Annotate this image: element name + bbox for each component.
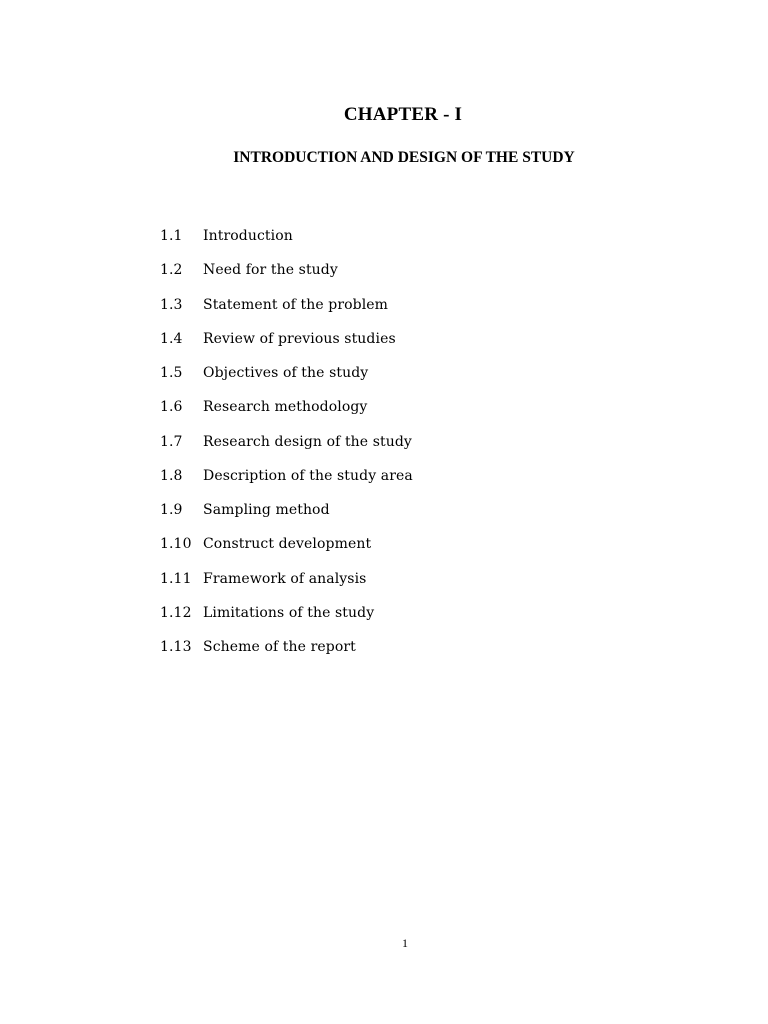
toc-item-1-1 (160, 226, 413, 260)
toc-item-1-9 (160, 500, 413, 534)
toc-number: 1.1 (160, 228, 183, 244)
chapter-title: CHAPTER - I (343, 104, 463, 125)
toc-title: Research design of the study (203, 433, 412, 450)
page-number: 1 (402, 936, 408, 950)
toc-number: 1.13 (160, 639, 192, 655)
toc-item-1-6 (160, 397, 413, 431)
toc-number: 1.11 (160, 570, 192, 587)
toc-title: Scheme of the report (203, 639, 356, 655)
toc-number: 1.9 (160, 502, 183, 518)
toc-number: 1.8 (160, 467, 183, 484)
toc-item-1-5 (160, 363, 413, 397)
toc-title: Need for the study (203, 262, 338, 279)
toc-title: Sampling method (203, 502, 330, 518)
toc-item-1-3 (160, 295, 413, 329)
toc-item-1-10 (160, 534, 413, 568)
toc-title: Statement of the problem (203, 296, 389, 313)
toc-number: 1.3 (160, 296, 183, 313)
toc-title: Review of previous studies (203, 330, 396, 347)
toc-number: 1.10 (160, 536, 192, 553)
toc-title: Description of the study area (203, 467, 413, 484)
toc-item-1-12 (160, 603, 413, 637)
toc-item-1-4 (160, 329, 413, 363)
toc-title: Introduction (203, 228, 293, 244)
toc-number: 1.12 (160, 604, 192, 621)
toc-number: 1.4 (160, 330, 183, 347)
toc-number: 1.6 (160, 399, 183, 416)
toc-item-1-11 (160, 569, 413, 603)
toc-number: 1.7 (160, 433, 183, 450)
toc-title: Limitations of the study (203, 604, 375, 621)
toc-number: 1.2 (160, 262, 183, 279)
toc-item-1-8 (160, 466, 413, 500)
toc-title: Objectives of the study (203, 365, 369, 381)
toc-number: 1.5 (160, 365, 183, 381)
toc-item-1-13 (160, 637, 413, 671)
toc-title: Construct development (203, 536, 372, 553)
chapter-subtitle: INTRODUCTION AND DESIGN OF THE STUDY (233, 149, 575, 166)
toc-title: Research methodology (203, 399, 368, 416)
toc-item-1-7 (160, 432, 413, 466)
table-of-contents (160, 226, 413, 671)
toc-item-1-2 (160, 260, 413, 294)
toc-title: Framework of analysis (203, 570, 367, 587)
